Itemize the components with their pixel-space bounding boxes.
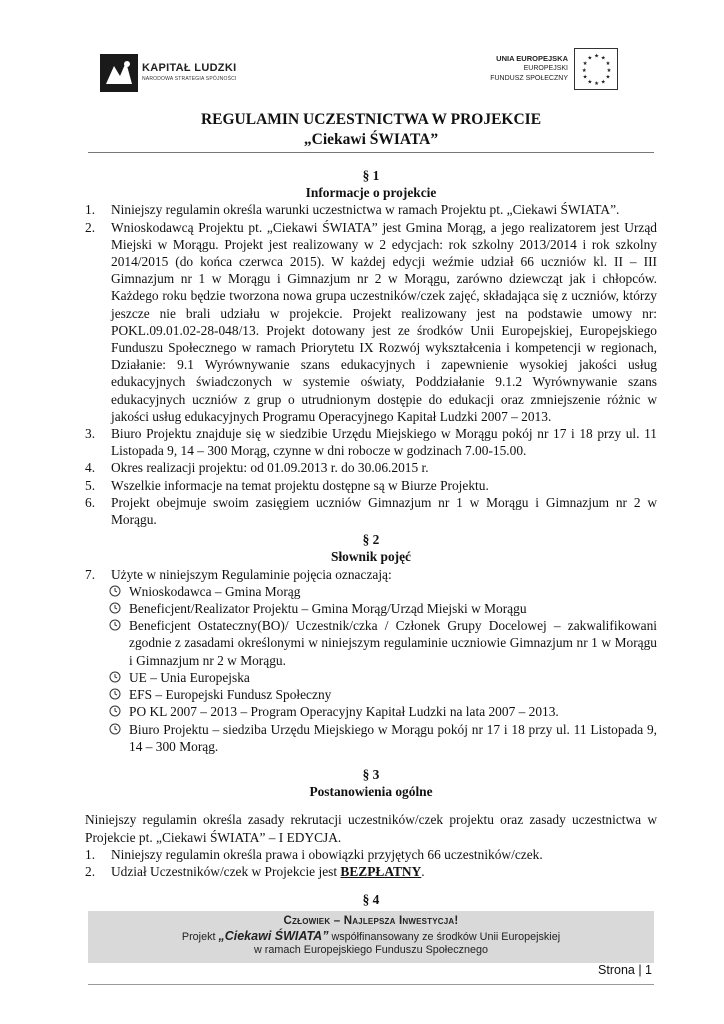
- kapital-ludzki-subtitle: NARODOWA STRATEGIA SPÓJNOŚCI: [142, 76, 237, 82]
- svg-text:★: ★: [600, 55, 606, 62]
- section3-mark: § 3: [362, 766, 380, 782]
- section1-list: [85, 201, 657, 528]
- eu-flag-icon: [574, 48, 618, 90]
- kapital-ludzki-emblem-icon: [100, 54, 138, 92]
- list-item: 1. Niniejszy regulamin określa prawa i obowiązki przyjętych 66 uczestników/czek.: [85, 846, 543, 862]
- list-item: 5. Wszelkie informacje na temat projektu dostępne są w Biurze Projektu.: [85, 477, 489, 493]
- svg-text:★: ★: [581, 67, 587, 74]
- section2-list: [85, 566, 657, 583]
- list-item: 1. Niniejszy regulamin określa warunki uczestnictwa w ramach Projektu pt. „Ciekawi ŚWIATA”.: [85, 202, 620, 218]
- section2-heading: Słownik pojęć: [331, 549, 411, 565]
- svg-text:★: ★: [594, 81, 600, 88]
- list-item: 4. Okres realizacji projektu: od 01.09.2013 r. do 30.06.2015 r.: [85, 460, 429, 476]
- svg-text:★: ★: [582, 74, 588, 81]
- list-item: 2. Wnioskodawcą Projektu pt. „Ciekawi ŚWIATA” jest Gmina Morąg, a jego realizatorem jest Urząd Miejski w Morągu. Projekt jest realizowany w 2 edycjach: rok szkolny 2013/2014 i rok szkolny 2014/2015 (do końca czerwca 2015). W każdej edycji weźmie udział 66 uczniów kl. II – III Gimnazjum nr 1 w Morągu i Gimnazjum nr 2 w Morągu, zarówno dziewcząt jak i chłopców. Każdego roku będzie tworzona nowa grupa uczestników/czek zajęć, składająca się z uczniów, którzy jeszcze nie brali udziału w projekcie. Projekt realizowany jest na podstawie umowy nr: POKL.09.01.02-28-048/13. Projekt dotowany jest ze środków Unii Europejskiej, Europejskiego Funduszu Społecznego w ramach Priorytetu IX Rozwój wykształcenia i kompetencji w regionach, Działanie: 9.1 Wyrównywanie szans edukacyjnych i zapewnienie wysokiej jakości usług edukacyjnych świadczonych w systemie oświaty, Poddziałanie 9.1.2 Wyrównywanie szans edukacyjnych uczniów z grup o utrudnionym dostępie do edukacji oraz zmniejszenie różnic w jakości usług edukacyjnych Programu Operacyjnego Kapitał Ludzki 2007 – 2013.: [85, 219, 657, 424]
- clock-bullet-icon: [109, 723, 121, 735]
- footer-fund-line: w ramach Europejskiego Funduszu Społecznego: [253, 944, 489, 956]
- definition-item: UE – Unia Europejska: [85, 669, 657, 686]
- footer-motto: Człowiek – Najlepsza Inwestycja!: [283, 915, 459, 927]
- list-item: 6. Projekt obejmuje swoim zasięgiem uczniów Gimnazjum nr 1 w Morągu i Gimnazjum nr 2 w Morągu.: [85, 494, 657, 528]
- definition-item: Wnioskodawca – Gmina Morąg: [85, 583, 657, 600]
- eu-line1: UNIA EUROPEJSKA: [496, 54, 568, 63]
- section1-heading: Informacje o projekcie: [305, 185, 437, 201]
- title-line2: „Ciekawi ŚWIATA”: [303, 131, 439, 148]
- section4-mark: § 4: [362, 892, 380, 908]
- svg-text:★: ★: [600, 79, 606, 86]
- free-label: BEZPŁATNY: [340, 863, 422, 879]
- section3-list: [85, 846, 657, 880]
- svg-text:★: ★: [605, 61, 611, 68]
- list-item: 2. Udział Uczestników/czek w Projekcie jest BEZPŁATNY.: [85, 863, 425, 879]
- list-item: 7. Użyte w niniejszym Regulaminie pojęcia oznaczają:: [85, 566, 392, 582]
- clock-bullet-icon: [109, 585, 121, 597]
- section3-intro: Niniejszy regulamin określa zasady rekrutacji uczestników/czek projektu oraz zasady uczestnictwa w Projekcie pt. „Ciekawi ŚWIATA” – I EDYCJA.: [85, 812, 657, 845]
- clock-bullet-icon: [109, 602, 121, 614]
- eu-line3: FUNDUSZ SPOŁECZNY: [490, 75, 568, 82]
- svg-text:★: ★: [582, 61, 588, 68]
- clock-bullet-icon: [109, 705, 121, 717]
- section3-heading: Postanowienia ogólne: [309, 784, 433, 800]
- definition-item: Beneficjent Ostateczny(BO)/ Uczestnik/czka / Członek Grupy Docelowej – zakwalifikowani zgodnie z zasadami określonymi w niniejszym regulaminie uczniowie Gimnazjum nr 1 w Morągu i Gimnazjum nr 2 w Morągu.: [85, 617, 657, 669]
- definitions-list: [85, 583, 657, 755]
- svg-text:★: ★: [587, 79, 593, 86]
- document-title: [88, 110, 654, 153]
- clock-bullet-icon: [109, 688, 121, 700]
- footer-divider: [88, 984, 654, 985]
- eu-logo: [480, 44, 640, 92]
- list-item: 3. Biuro Projektu znajduje się w siedzibie Urzędu Miejskiego w Morągu pokój nr 17 i 18 przy ul. 11 Listopada 9, 14 – 300 Morąg, czynne w dni robocze w godzinach 7.00-15.00.: [85, 426, 657, 459]
- section1-mark: § 1: [362, 168, 380, 183]
- eu-logo-text: [490, 54, 568, 84]
- definition-item: Biuro Projektu – siedziba Urzędu Miejskiego w Morągu pokój nr 17 i 18 przy ul. 11 Listopada 9, 14 – 300 Morąg.: [85, 721, 657, 755]
- kapital-ludzki-logo: [88, 44, 258, 104]
- svg-text:★: ★: [605, 74, 611, 81]
- kapital-ludzki-title: KAPITAŁ LUDZKI: [142, 62, 237, 74]
- clock-bullet-icon: [109, 671, 121, 683]
- svg-text:★: ★: [594, 53, 600, 60]
- definition-item: PO KL 2007 – 2013 – Program Operacyjny Kapitał Ludzki na lata 2007 – 2013.: [85, 703, 657, 720]
- svg-text:★: ★: [606, 67, 612, 74]
- footer-banner: [88, 911, 654, 963]
- definition-item: EFS – Europejski Fundusz Społeczny: [85, 686, 657, 703]
- title-line1: REGULAMIN UCZESTNICTWA W PROJEKCIE: [200, 111, 542, 128]
- svg-text:★: ★: [587, 55, 593, 62]
- footer-project-line: Projekt „Ciekawi ŚWIATA” współfinansowany ze środków Unii Europejskiej: [181, 929, 561, 943]
- page-number: Strona | 1: [598, 963, 652, 977]
- section2-mark: § 2: [362, 532, 380, 548]
- definition-item: Beneficjent/Realizator Projektu – Gmina Morąg/Urząd Miejski w Morągu: [85, 600, 657, 617]
- eu-line2: EUROPEJSKI: [523, 65, 568, 72]
- clock-bullet-icon: [109, 619, 121, 631]
- document-body: [85, 167, 657, 908]
